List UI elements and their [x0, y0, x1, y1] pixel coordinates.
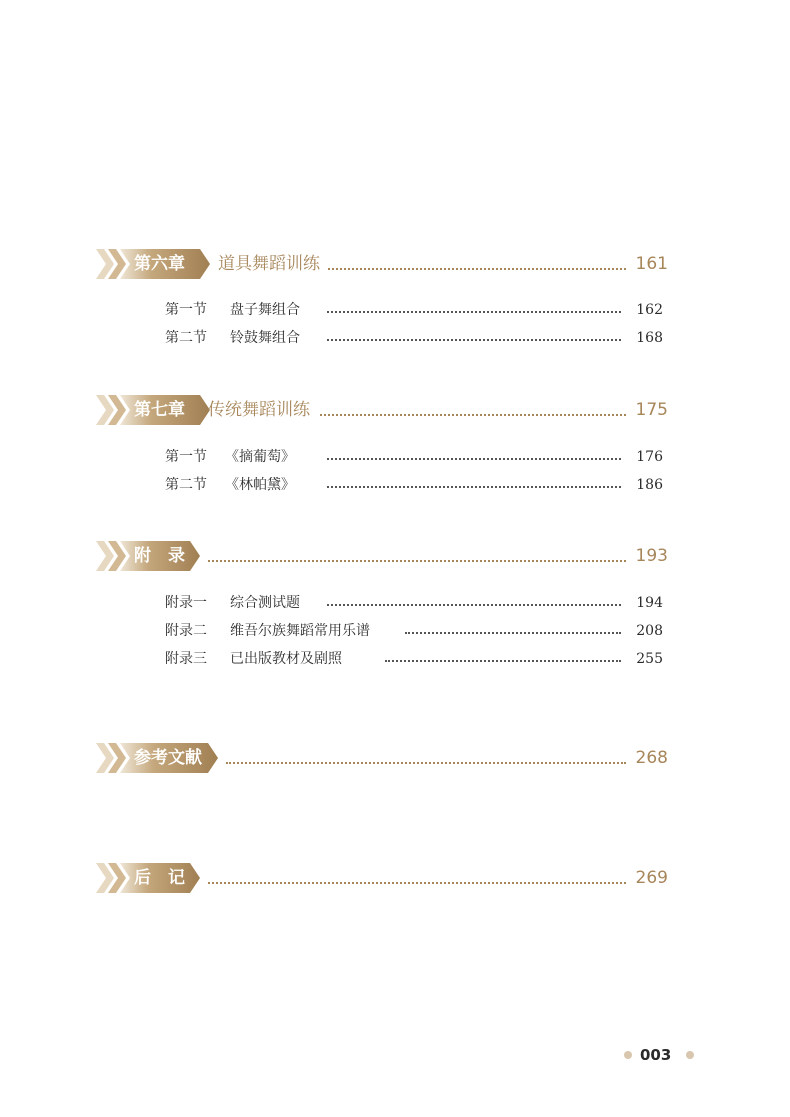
- toc-chapter[interactable]: [96, 863, 668, 893]
- dot-leader: [327, 458, 621, 460]
- chapter-title: 传统舞蹈训练: [208, 400, 310, 420]
- dot-leader: [327, 486, 621, 488]
- chapter-page-number: 269: [635, 868, 668, 888]
- dot-leader: [327, 311, 621, 313]
- chapter-title: 道具舞蹈训练: [218, 254, 320, 274]
- toc-chapter[interactable]: [96, 249, 668, 279]
- entry-page-number: 194: [636, 595, 663, 611]
- entry-label: 第一节: [165, 449, 207, 465]
- chapter-page-number: 268: [635, 748, 668, 768]
- entry-label: 第二节: [165, 330, 207, 346]
- toc-chapter[interactable]: [96, 743, 668, 773]
- entry-title: 维吾尔族舞蹈常用乐谱: [230, 623, 370, 639]
- entry-label: 第二节: [165, 477, 207, 493]
- dot-leader: [320, 414, 626, 416]
- toc-entry[interactable]: [165, 299, 663, 321]
- entry-label: 附录一: [165, 595, 207, 611]
- entry-page-number: 168: [636, 330, 663, 346]
- chapter-label: 参考文献: [134, 748, 202, 768]
- entry-label: 附录二: [165, 623, 207, 639]
- dot-leader: [208, 560, 626, 562]
- chapter-page-number: 175: [635, 400, 668, 420]
- entry-page-number: 186: [636, 477, 663, 493]
- entry-page-number: 208: [636, 623, 663, 639]
- entry-page-number: 255: [636, 651, 663, 667]
- chapter-page-number: 193: [635, 546, 668, 566]
- toc-entry[interactable]: [165, 620, 663, 642]
- page-footer: [624, 1044, 694, 1066]
- toc-chapter[interactable]: [96, 395, 668, 425]
- entry-label: 附录三: [165, 651, 207, 667]
- entry-title: 铃鼓舞组合: [230, 330, 300, 346]
- chapter-label: 第七章: [134, 400, 185, 420]
- toc-chapter[interactable]: [96, 541, 668, 571]
- dot-leader: [327, 339, 621, 341]
- page-number: 003: [640, 1046, 672, 1064]
- dot-leader: [405, 632, 621, 634]
- footer-dot-icon: [686, 1051, 694, 1059]
- entry-title: 盘子舞组合: [230, 302, 300, 318]
- dot-leader: [385, 660, 621, 662]
- entry-title: 已出版教材及剧照: [230, 651, 342, 667]
- footer-dot-icon: [624, 1051, 632, 1059]
- toc-entry[interactable]: [165, 474, 663, 496]
- toc-entry[interactable]: [165, 592, 663, 614]
- chapter-label: 附 录: [134, 546, 185, 566]
- chapter-page-number: 161: [635, 254, 668, 274]
- dot-leader: [328, 268, 626, 270]
- toc-entry[interactable]: [165, 648, 663, 670]
- dot-leader: [208, 882, 626, 884]
- entry-page-number: 162: [636, 302, 663, 318]
- dot-leader: [226, 762, 626, 764]
- entry-label: 第一节: [165, 302, 207, 318]
- entry-title: 综合测试题: [230, 595, 300, 611]
- entry-title: 《摘葡萄》: [225, 449, 295, 465]
- toc-entry[interactable]: [165, 446, 663, 468]
- chapter-label: 后 记: [134, 868, 185, 888]
- toc-entry[interactable]: [165, 327, 663, 349]
- chapter-label: 第六章: [134, 254, 185, 274]
- dot-leader: [327, 604, 621, 606]
- entry-page-number: 176: [636, 449, 663, 465]
- entry-title: 《林帕黛》: [225, 477, 295, 493]
